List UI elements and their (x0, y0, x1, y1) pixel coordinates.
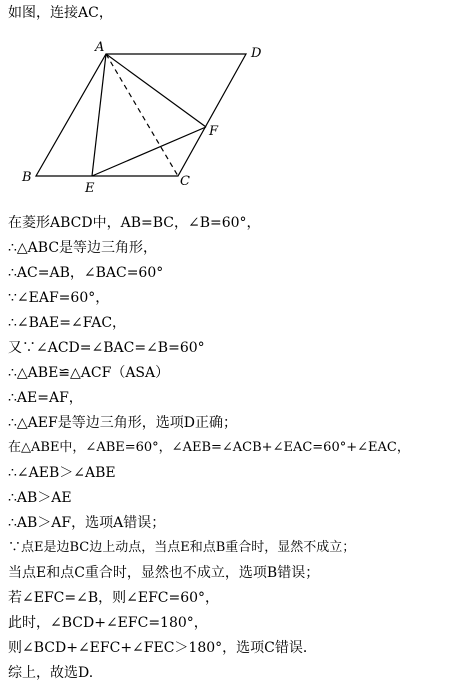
proof-line-4: ∵∠EAF=60°， (8, 290, 110, 306)
proof-line-1: 在菱形ABCD中，AB=BC，∠B=60°， (8, 215, 261, 231)
label-e: E (85, 181, 95, 196)
proof-line-19: 综上，故选D. (8, 665, 94, 681)
proof-line-5: ∴∠BAE=∠FAC， (8, 315, 127, 331)
label-c: C (180, 174, 190, 189)
proof-line-2: ∴△ABC是等边三角形， (8, 240, 158, 256)
proof-line-17: 此时，∠BCD+∠EFC=180°， (8, 615, 208, 631)
label-a: A (95, 40, 105, 55)
rhombus-figure (0, 0, 458, 200)
proof-line-14: ∵点E是边BC边上动点，当点E和点B重合时，显然不成立； (8, 540, 356, 555)
proof-line-3: ∴AC=AB，∠BAC=60° (8, 265, 164, 281)
rhombus-abcd (36, 54, 246, 176)
proof-line-11: ∴∠AEB＞∠ABE (8, 465, 116, 481)
proof-line-18: 则∠BCD+∠EFC+∠FEC＞180°，选项C错误． (8, 640, 317, 656)
label-b: B (22, 170, 32, 185)
proof-line-10: 在△ABE中，∠ABE=60°，∠AEB=∠ACB+∠EAC=60°+∠EAC， (8, 440, 410, 455)
proof-line-6: 又∵∠ACD=∠BAC=∠B=60° (8, 340, 205, 356)
proof-line-12: ∴AB＞AE (8, 490, 72, 506)
segment-ae (92, 54, 106, 176)
segment-af (106, 54, 206, 127)
proof-line-13: ∴AB＞AF，选项A错误； (8, 515, 166, 531)
label-f: F (209, 124, 219, 139)
label-d: D (251, 46, 262, 61)
intro-line: 如图，连接AC， (8, 5, 113, 21)
proof-line-7: ∴△ABE≌△ACF（ASA） (8, 365, 170, 381)
proof-line-15: 当点E和点C重合时，显然也不成立，选项B错误； (8, 565, 320, 581)
segment-ef (92, 127, 206, 176)
diagonal-ac (106, 54, 178, 176)
proof-line-16: 若∠EFC=∠B，则∠EFC=60°， (8, 590, 220, 606)
proof-line-9: ∴△AEF是等边三角形，选项D正确； (8, 415, 237, 431)
proof-line-8: ∴AE=AF， (8, 390, 83, 406)
